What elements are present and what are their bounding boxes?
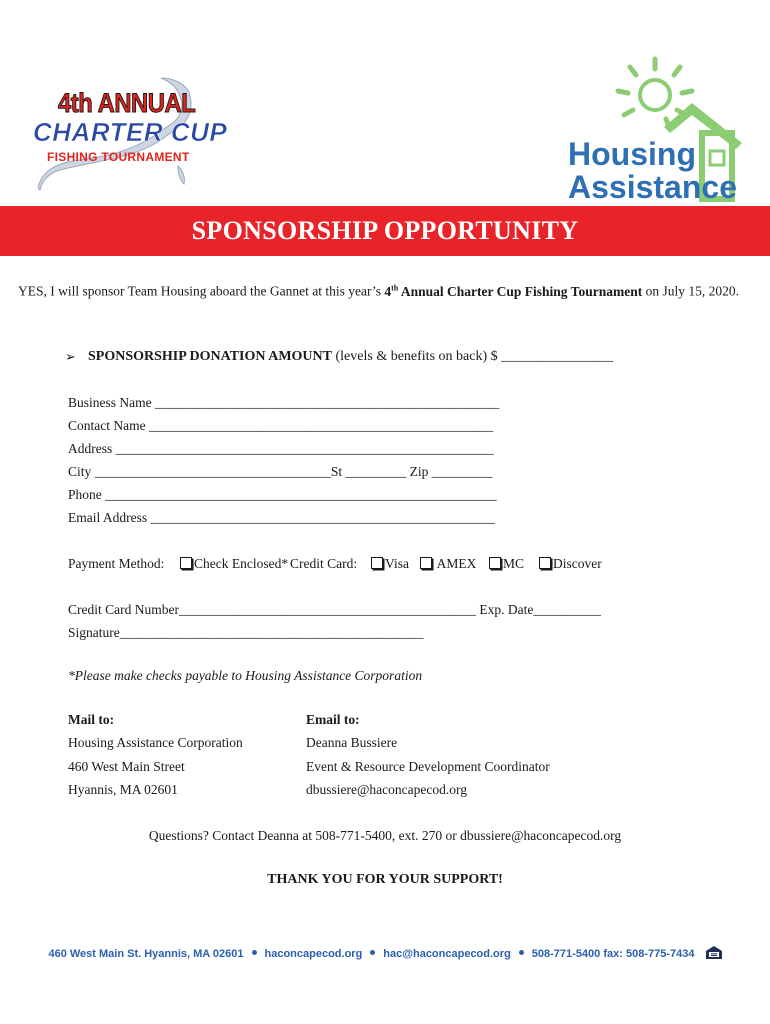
charter-logo-line1: 4th ANNUAL bbox=[58, 88, 196, 118]
housing-logo-line1: Housing bbox=[568, 136, 696, 172]
intro-ordinal: 4th Annual Charter Cup Fishing Tournament bbox=[384, 283, 643, 299]
arrow-bullet-icon: ➢ bbox=[65, 349, 76, 364]
credit-card-number-field[interactable]: Credit Card Number____________________________________________ Exp. Date__________ bbox=[68, 602, 601, 617]
charter-logo-line2: CHARTER CUP bbox=[33, 117, 228, 147]
visa-checkbox[interactable]: Visa bbox=[371, 556, 409, 572]
footer-website[interactable]: haconcapecod.org bbox=[264, 948, 363, 960]
donation-blank: (levels & benefits on back) $ ________________ bbox=[332, 349, 614, 364]
donation-amount-field[interactable] bbox=[88, 349, 613, 365]
intro-date: on July 15, 2020. bbox=[642, 283, 739, 299]
checkbox-icon bbox=[180, 557, 192, 569]
mail-line3: Hyannis, MA 02601 bbox=[68, 782, 178, 797]
email-line1: Deanna Bussiere bbox=[306, 735, 398, 750]
donation-label: SPONSORSHIP DONATION AMOUNT bbox=[88, 349, 332, 364]
email-address-field[interactable]: Email Address ___________________________________________________ bbox=[68, 510, 495, 525]
address-field[interactable]: Address ________________________________________________________ bbox=[68, 441, 494, 456]
payment-method-label: Payment Method: bbox=[68, 556, 165, 571]
footer-contact-bar bbox=[0, 946, 770, 960]
footer-email[interactable]: hac@haconcapecod.org bbox=[383, 948, 511, 960]
checkbox-icon bbox=[371, 557, 383, 569]
discover-checkbox[interactable]: Discover bbox=[539, 556, 602, 572]
city-state-zip-field[interactable]: City ___________________________________St _________ Zip _________ bbox=[68, 464, 493, 479]
mail-line1: Housing Assistance Corporation bbox=[68, 735, 243, 750]
questions-contact: Questions? Contact Deanna at 508-771-5400, ext. 270 or dbussiere@haconcapecod.org bbox=[148, 828, 622, 843]
check-enclosed-checkbox[interactable]: Check Enclosed* bbox=[180, 556, 288, 572]
footer-address: 460 West Main St. Hyannis, MA 02601 bbox=[48, 948, 244, 960]
mail-to-heading: Mail to: bbox=[68, 712, 115, 727]
email-line3[interactable]: dbussiere@haconcapecod.org bbox=[306, 782, 467, 797]
bullet-icon bbox=[370, 950, 375, 955]
thank-you-message: THANK YOU FOR YOUR SUPPORT! bbox=[267, 872, 503, 887]
mail-line2: 460 West Main Street bbox=[68, 759, 185, 774]
amex-checkbox[interactable]: AMEX bbox=[420, 556, 476, 572]
intro-text: YES, I will sponsor Team Housing aboard the Gannet at this year’s bbox=[18, 283, 385, 299]
checkbox-icon bbox=[539, 557, 551, 569]
checkbox-icon bbox=[489, 557, 501, 569]
page-title: SPONSORSHIP OPPORTUNITY bbox=[191, 216, 579, 245]
mc-checkbox[interactable]: MC bbox=[489, 556, 524, 572]
signature-field[interactable]: Signature_____________________________________________ bbox=[68, 625, 424, 640]
phone-field[interactable]: Phone __________________________________________________________ bbox=[68, 487, 497, 502]
credit-card-label: Credit Card: bbox=[290, 556, 358, 571]
housing-logo-line2: Assistance bbox=[568, 169, 737, 205]
equal-housing-icon bbox=[706, 946, 722, 959]
bullet-icon bbox=[519, 950, 524, 955]
business-name-field[interactable]: Business Name ___________________________________________________ bbox=[68, 395, 500, 410]
email-to-heading: Email to: bbox=[306, 712, 360, 727]
charter-logo-line3: FISHING TOURNAMENT bbox=[47, 150, 190, 164]
footer-phones: 508-771-5400 fax: 508-775-7434 bbox=[531, 948, 695, 960]
intro-sentence bbox=[18, 283, 739, 300]
contact-name-field[interactable]: Contact Name ___________________________________________________ bbox=[68, 418, 494, 433]
title-banner bbox=[0, 206, 770, 256]
email-line2: Event & Resource Development Coordinator bbox=[306, 759, 550, 774]
bullet-icon bbox=[252, 950, 257, 955]
checks-payable-note: *Please make checks payable to Housing Assistance Corporation bbox=[68, 668, 423, 683]
checkbox-icon bbox=[420, 557, 432, 569]
